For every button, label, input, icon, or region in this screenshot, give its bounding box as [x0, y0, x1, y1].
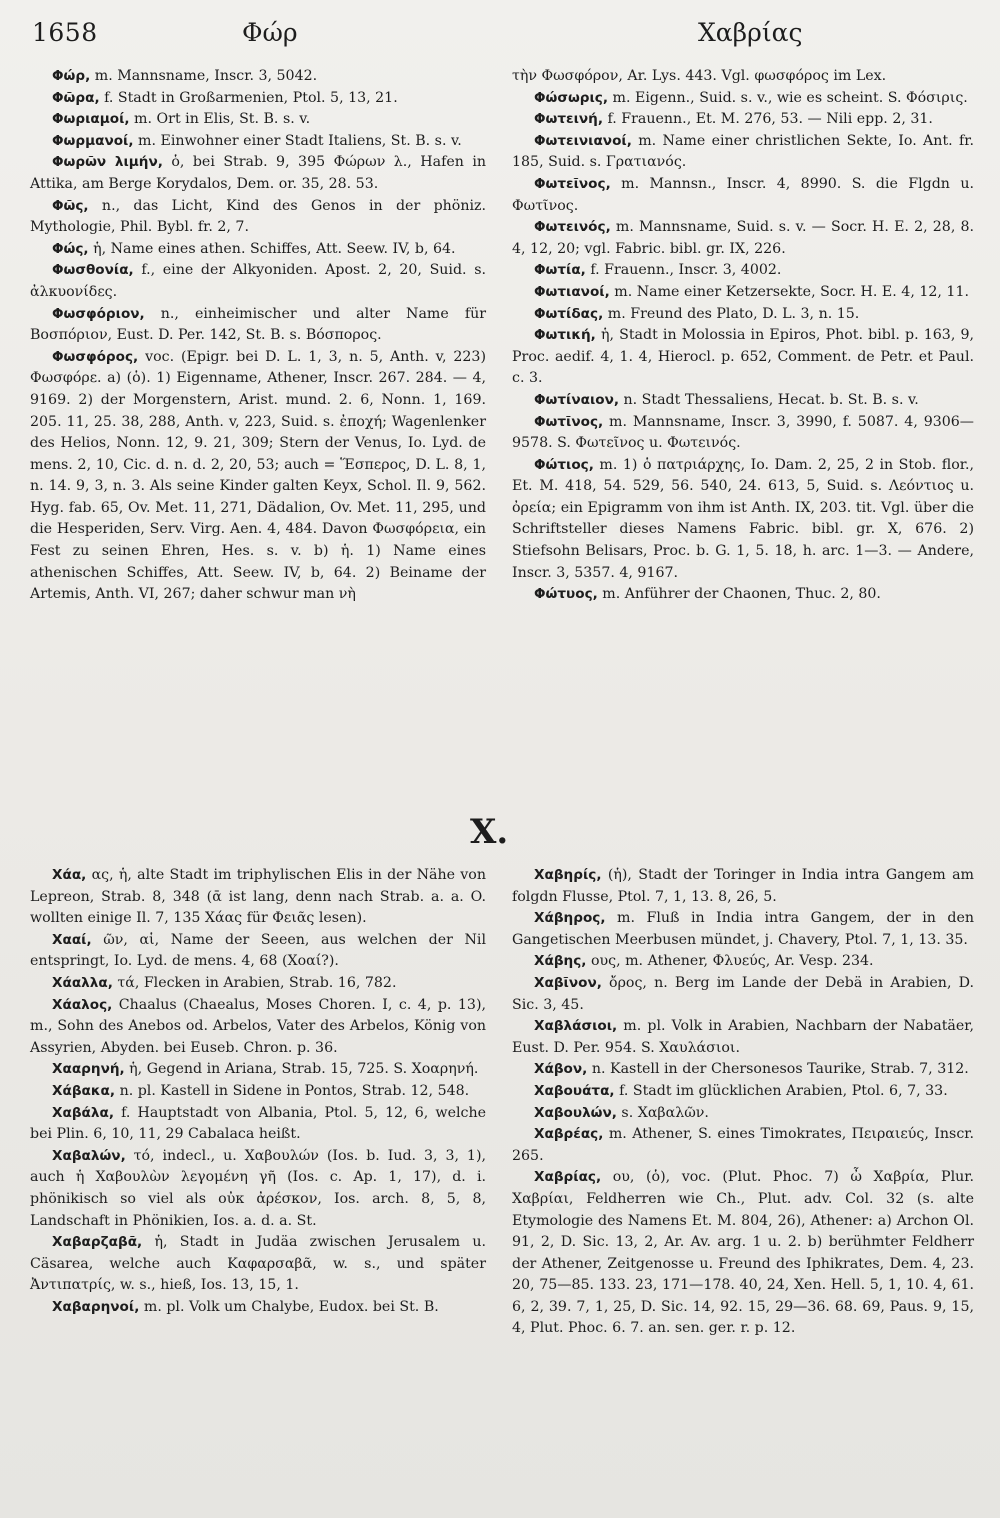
entry-definition: ὄρος, n. Berg im Lande der Debä in Arabien, D. Sic. 3, 45. — [512, 974, 974, 1013]
dictionary-entry — [30, 109, 486, 131]
dictionary-entry — [30, 1232, 486, 1297]
entry-headword: Φωτεινή, — [534, 111, 604, 128]
entry-headword: Φώτιος, — [534, 456, 594, 473]
entry-definition: ους, m. Athener, Φλυεύς, Ar. Vesp. 234. — [586, 953, 874, 970]
dictionary-entry — [30, 66, 486, 88]
entry-headword: Χαβηρίς, — [534, 867, 602, 883]
entry-headword: Φῶρα, — [52, 89, 100, 106]
entry-definition: m. Mannsname, Inscr. 3, 5042. — [90, 68, 318, 84]
dictionary-entry — [512, 88, 974, 110]
entry-headword: Φωτεινός, — [534, 219, 611, 236]
entry-headword: Φωτίναιον, — [534, 391, 620, 408]
entry-definition: n., das Licht, Kind des Genos in der phöniz. Mythologie, Phil. Bybl. fr. 2, 7. — [30, 197, 486, 236]
entry-definition: ὁ, bei Strab. 9, 395 Φώρων λ., Hafen in Attika, am Berge Korydalos, Dem. or. 35, 28. 53. — [30, 154, 486, 192]
entry-definition: f. Stadt im glücklichen Arabien, Ptol. 6, 7, 33. — [614, 1082, 948, 1099]
dictionary-entry — [512, 174, 974, 217]
dictionary-entry — [30, 260, 486, 303]
entry-headword: Φωτῖνος, — [534, 413, 604, 430]
entry-definition: f., eine der Alkyoniden. Apost. 2, 20, Suid. s. ἀλκυονίδες. — [30, 262, 486, 300]
entry-headword: Χαβαρηνοί, — [52, 1298, 140, 1315]
dictionary-entry — [512, 390, 974, 412]
dictionary-entry — [512, 1103, 974, 1125]
entry-headword: Χαβρίας, — [534, 1169, 602, 1186]
entry-headword: Χαβῖνον, — [534, 974, 602, 991]
dictionary-entry — [30, 131, 486, 153]
dictionary-entry — [512, 1016, 974, 1059]
dictionary-entry — [30, 152, 486, 195]
entry-definition: ου, (ὁ), voc. (Plut. Phoc. 7) ὦ Χαβρία, Plur. Χαβρίαι, Feldherren wie Ch., Plut. adv. Col. 32 (s. alte Etymologie des Namens Et. M. 804, 26), Athener: a) Archon Ol. 91, 2, D. Sic. 13, 2, Ar. Av. arg. 1 u. 2. b) berühmter Feldherr der Athener, Zeitgenosse u. Freund des Iphikrates, Dem. 4, 23. 20, 75—85. 133. 23, 171—178. 40, 24, Xen. Hell. 5, 1, 10. 4, 61. 6, 2, 39. 7, 1, 25, D. Sic. 14, 92. 15, 29—36. 68. 69, Paus. 9, 15, 4, Plut. Phoc. 6. 7. an. sen. ger. r. p. 12. — [512, 1169, 974, 1337]
entry-headword: Χαβάλα, — [52, 1104, 114, 1121]
entry-definition: ἡ, Gegend in Ariana, Strab. 15, 725. S. Χοαρηνή. — [124, 1061, 479, 1078]
entry-definition: m. Athener, S. eines Timokrates, Πειραιεύς, Inscr. 265. — [512, 1126, 974, 1164]
entry-definition: m. Name einer christlichen Sekte, Io. Ant. fr. 185, Suid. s. Γρατιανός. — [512, 132, 974, 171]
entry-headword: Φωριαμοί, — [52, 111, 130, 128]
dictionary-entry — [30, 304, 486, 347]
entry-definition: m. pl. Volk um Chalybe, Eudox. bei St. B. — [139, 1298, 439, 1315]
dictionary-entry — [512, 1081, 974, 1103]
entry-definition: ῶν, αἱ, Name der Seeen, aus welchen der Nil entspringt, Io. Lyd. de mens. 4, 68 (Χοαί?). — [30, 931, 486, 970]
entry-definition: m. Mannsname, Inscr. 3, 3990, f. 5087. 4, 9306—9578. S. Φωτεῖνος u. Φωτεινός. — [512, 413, 974, 452]
entry-definition: m. Mannsname, Suid. s. v. — Socr. H. E. 2, 28, 8. 4, 12, 20; vgl. Fabric. bibl. gr. IX, 226. — [512, 219, 974, 257]
entry-headword: Φωσθονία, — [52, 262, 134, 279]
dictionary-entry — [512, 131, 974, 174]
entry-headword: Φωτίδας, — [534, 305, 604, 322]
entry-headword: Χάα, — [52, 867, 87, 883]
entry-definition: n. Kastell in der Chersonesos Taurike, Strab. 7, 312. — [587, 1061, 969, 1078]
entry-headword: Χαβρέας, — [534, 1126, 604, 1143]
entry-headword: Χααί, — [52, 931, 92, 948]
dictionary-entry — [512, 109, 974, 131]
entry-definition: m. Name einer Ketzersekte, Socr. H. E. 4, 12, 11. — [609, 283, 969, 300]
entry-definition: m. pl. Volk in Arabien, Nachbarn der Nabatäer, Eust. D. Per. 954. S. Χαυλάσιοι. — [512, 1018, 974, 1056]
entry-definition: f. Hauptstadt von Albania, Ptol. 5, 12, 6, welche bei Plin. 6, 10, 11, 29 Cabalaca heißt. — [30, 1104, 486, 1143]
dictionary-entry — [30, 196, 486, 239]
right-catchword: Χαβρίας — [698, 18, 803, 47]
entry-definition: τὴν Φωσφόρον, Ar. Lys. 443. Vgl. φωσφόρος im Lex. — [512, 68, 887, 84]
entry-headword: Χαβλάσιοι, — [534, 1018, 618, 1035]
dictionary-entry — [512, 325, 974, 390]
dictionary-entry — [30, 88, 486, 110]
dictionary-entry — [512, 282, 974, 304]
entry-headword: Χαβαλών, — [52, 1147, 126, 1164]
dictionary-entry — [512, 584, 974, 606]
entry-headword: Χάβηρος, — [534, 910, 606, 927]
entry-definition: n. pl. Kastell in Sidene in Pontos, Strab. 12, 548. — [115, 1082, 470, 1099]
entry-definition: m. Ort in Elis, St. B. s. v. — [129, 111, 311, 128]
dictionary-entry — [512, 908, 974, 951]
dictionary-entry — [512, 455, 974, 585]
dictionary-entry — [30, 1059, 486, 1081]
dictionary-entry — [30, 973, 486, 995]
dictionary-entry — [30, 1081, 486, 1103]
entry-headword: Χάβης, — [534, 953, 587, 970]
dictionary-entry — [512, 1059, 974, 1081]
entry-definition: m. 1) ὁ πατριάρχης, Io. Dam. 2, 25, 2 in Stob. flor., Et. M. 418, 54. 529, 56. 540, 24. 613, 5, Suid. s. Λεόντιος u. ὀρεία; ein Epigramm von ihm ist Anth. IX, 203. tit. Vgl. über die Schriftsteller dieses Namens Fabric. bibl. gr. X, 676. 2) Stiefsohn Belisars, Proc. b. G. 1, 5. 18, h. arc. 1—3. — Andere, Inscr. 3, 5357. 4, 9167. — [512, 456, 974, 581]
entry-definition: voc. (Epigr. bei D. L. 1, 3, n. 5, Anth. v, 223) Φωσφόρε. a) (ὁ). 1) Eigenname, Athener, Inscr. 267. 284. — 4, 9169. 2) der Morgenstern, Arist. mund. 2. 6, Nonn. 1, 169. 205. 11, 25. 38, 288, Anth. v, 223, Suid. s. ἐποχή; Wagenlenker des Helios, Nonn. 12, 9. 21, 309; Stern der Venus, Io. Lyd. de mens. 2, 10, Cic. d. n. d. 2, 20, 53; auch = Ἕσπερος, D. L. 8, 1, n. 14. 9, 3, n. 3. Als seine Kinder galten Keyx, Schol. Il. 9, 562. Hyg. fab. 65, Ov. Met. 11, 271, Dädalion, Ov. Met. 11, 295, und die Hesperiden, Serv. Virg. Aen. 4, 484. Davon Φωσφόρεια, ein Fest zu seinen Ehren, Hes. s. v. b) ἡ. 1) Name eines athenischen Schiffes, Att. Seew. IV, b, 64. 2) Beiname der Artemis, Anth. VI, 267; daher schwur man νὴ — [30, 348, 486, 603]
dictionary-entry — [512, 1124, 974, 1167]
dictionary-entry — [30, 239, 486, 261]
entry-definition: f. Stadt in Großarmenien, Ptol. 5, 13, 21. — [99, 89, 398, 106]
entry-headword: Χααρηνή, — [52, 1061, 125, 1078]
entry-headword: Φώς, — [52, 240, 89, 257]
left-catchword: Φώρ — [242, 18, 298, 47]
entry-definition: ἡ, Stadt in Molossia in Epiros, Phot. bibl. p. 163, 9, Proc. aedif. 4, 1. 4, Hierocl. p. 652, Comment. de Petr. et Paul. c. 3. — [512, 327, 974, 387]
entry-definition: Chaalus (Chaealus, Moses Choren. I, c. 4, p. 13), m., Sohn des Anebos od. Arbelos, Vater des Arbelos, König von Assyrien, Abyden. bei Euseb. Chron. p. 36. — [30, 996, 486, 1056]
dictionary-entry — [512, 66, 974, 88]
entry-headword: Φωσφόρος, — [52, 348, 139, 365]
left-column-bottom — [30, 865, 486, 1318]
entry-headword: Φωρῶν λιμήν, — [52, 154, 163, 171]
entry-definition: n., einheimischer und alter Name für Βοσπόριον, Eust. D. Per. 142, St. B. s. Βόσπορος. — [30, 305, 486, 344]
page-number: 1658 — [32, 18, 98, 47]
entry-definition: ας, ἡ, alte Stadt im triphylischen Elis in der Nähe von Lepreon, Strab. 8, 348 (ᾱ ist lang, denn nach Strab. a. a. O. wollten einige Il. 7, 135 Χάας für Φειᾶς lesen). — [30, 867, 486, 927]
entry-headword: Χάβακα, — [52, 1082, 116, 1099]
entry-definition: m. Eigenn., Suid. s. v., wie es scheint. S. Φόσιρις. — [608, 89, 968, 106]
dictionary-entry — [30, 1146, 486, 1232]
entry-definition: n. Stadt Thessaliens, Hecat. b. St. B. s. v. — [619, 391, 919, 408]
entry-headword: Φώτυος, — [534, 586, 598, 603]
entry-headword: Χάβον, — [534, 1061, 588, 1078]
section-letter-heading: X. — [470, 812, 509, 852]
entry-headword: Φωτεῖνος, — [534, 175, 611, 192]
entry-headword: Φωτική, — [534, 327, 596, 344]
entry-headword: Φώρ, — [52, 68, 91, 84]
right-column-top — [512, 66, 974, 606]
entry-definition: m. Freund des Plato, D. L. 3, n. 15. — [603, 305, 860, 322]
dictionary-entry — [30, 347, 486, 606]
dictionary-entry — [30, 865, 486, 930]
dictionary-entry — [30, 1103, 486, 1146]
dictionary-entry — [512, 412, 974, 455]
entry-definition: f. Frauenn., Inscr. 3, 4002. — [585, 262, 782, 279]
entry-definition: s. Χαβαλῶν. — [616, 1104, 709, 1121]
entry-headword: Χάαλλα, — [52, 974, 113, 991]
entry-definition: m. Einwohner einer Stadt Italiens, St. B. s. v. — [133, 132, 462, 149]
entry-headword: Φωτία, — [534, 262, 586, 279]
entry-definition: m. Fluß in India intra Gangem, der in den Gangetischen Meerbusen mündet, j. Chavery, Ptol. 7, 1, 13. 35. — [512, 910, 974, 948]
entry-headword: Φωτιανοί, — [534, 283, 610, 300]
dictionary-entry — [512, 865, 974, 908]
entry-headword: Φώσωρις, — [534, 89, 609, 106]
entry-headword: Χαβουάτα, — [534, 1082, 615, 1099]
dictionary-entry — [512, 304, 974, 326]
entry-headword: Φωρμανοί, — [52, 132, 134, 149]
entry-definition: τά, Flecken in Arabien, Strab. 16, 782. — [112, 974, 397, 991]
entry-headword: Φωσφόριον, — [52, 305, 145, 322]
dictionary-entry — [30, 930, 486, 973]
right-column-bottom — [512, 865, 974, 1340]
entry-headword: Φῶς, — [52, 197, 89, 214]
entry-definition: m. Anführer der Chaonen, Thuc. 2, 80. — [597, 586, 881, 603]
dictionary-entry — [512, 217, 974, 260]
dictionary-entry — [512, 260, 974, 282]
left-column-top — [30, 66, 486, 606]
dictionary-entry — [30, 1297, 486, 1319]
entry-definition: f. Frauenn., Et. M. 276, 53. — Nili epp. 2, 31. — [603, 111, 933, 128]
entry-definition: ἡ, Stadt in Judäa zwischen Jerusalem u. Cäsarea, welche auch Καφαρσαβᾶ, w. s., und später Ἀντιπατρίς, w. s., hieß, Ios. 13, 15, 1. — [30, 1234, 486, 1294]
entry-definition: τό, indecl., u. Χαβουλών (Ios. b. Iud. 3, 3, 1), auch ἡ Χαβουλὼν λεγομένη γῆ (Ios. c. Ap. 1, 17), d. i. phönikisch so viel als οὐκ ἀρέσκον, Ios. arch. 8, 5, 8, Landschaft in Phönikien, Ios. a. d. a. St. — [30, 1147, 486, 1229]
entry-definition: (ἡ), Stadt der Toringer in India intra Gangem am folgdn Flusse, Ptol. 7, 1, 13. 8, 26, 5. — [512, 867, 974, 905]
dictionary-entry — [512, 973, 974, 1016]
entry-definition: m. Mannsn., Inscr. 4, 8990. S. die Flgdn u. Φωτῖνος. — [512, 175, 974, 214]
entry-headword: Χάαλος, — [52, 996, 113, 1013]
dictionary-entry — [512, 951, 974, 973]
entry-headword: Χαβαρζαβᾶ, — [52, 1234, 143, 1251]
dictionary-entry — [512, 1167, 974, 1340]
dictionary-entry — [30, 995, 486, 1060]
entry-definition: ἡ, Name eines athen. Schiffes, Att. Seew. IV, b, 64. — [88, 240, 456, 257]
entry-headword: Φωτεινιανοί, — [534, 132, 632, 149]
entry-headword: Χαβουλών, — [534, 1104, 617, 1121]
